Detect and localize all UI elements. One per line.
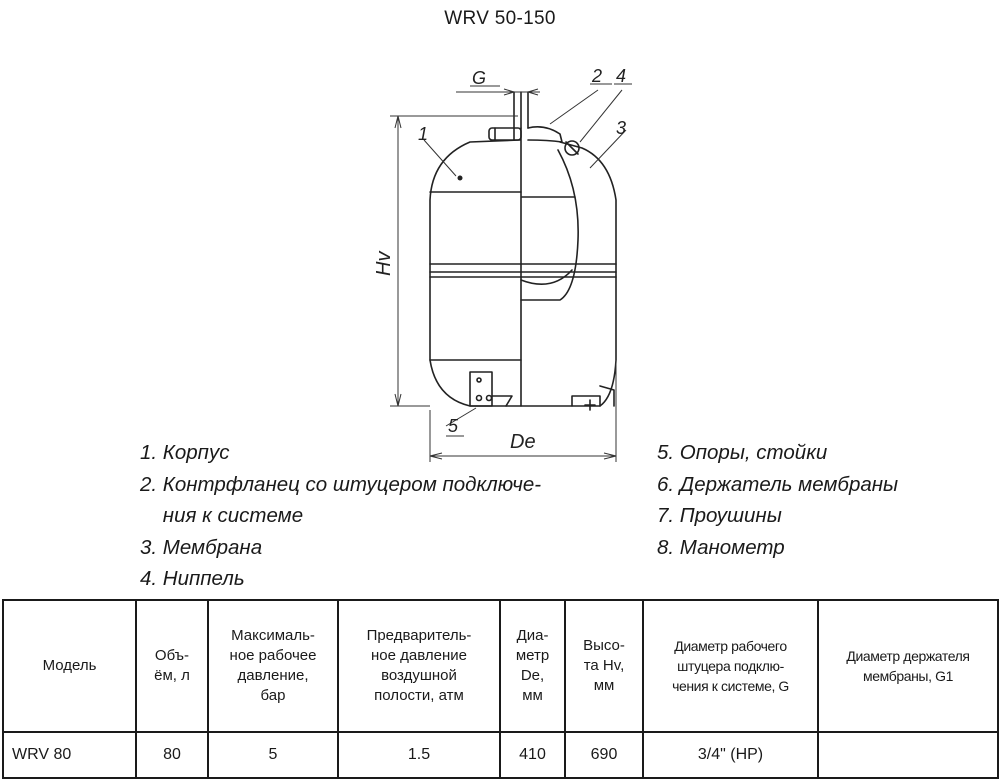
legend-item: 4. Ниппель bbox=[140, 567, 245, 590]
label-3: 3 bbox=[616, 118, 627, 138]
table-header-row bbox=[3, 600, 998, 732]
cell-membrane-holder bbox=[818, 732, 998, 778]
legend-item: 3. Мембрана bbox=[140, 535, 263, 559]
legend-item: 2. Контрфланец со штуцером подключе- bbox=[140, 472, 542, 496]
legend-left bbox=[140, 437, 620, 595]
header-diameter: Диа- метр De, мм bbox=[500, 600, 565, 732]
header-height: Высо- та Hv, мм bbox=[565, 600, 643, 732]
header-connection-diameter: Диаметр рабочего штуцера подклю- чения к системе, G bbox=[643, 600, 818, 732]
header-model: Модель bbox=[3, 600, 136, 732]
header-membrane-holder: Диаметр держателя мембраны, G1 bbox=[818, 600, 998, 732]
tank-body-outline bbox=[430, 140, 616, 406]
legend-item: ния к системе bbox=[140, 504, 304, 527]
cell-volume: 80 bbox=[136, 732, 208, 778]
page-title: WRV 50-150 bbox=[444, 8, 556, 29]
legend-right bbox=[657, 437, 997, 563]
label-4: 4 bbox=[616, 66, 627, 86]
table-row bbox=[3, 732, 998, 778]
label-2: 2 bbox=[592, 66, 603, 86]
label-g: G bbox=[472, 68, 487, 88]
top-flange bbox=[489, 128, 521, 140]
cell-max-pressure: 5 bbox=[208, 732, 338, 778]
label-de: De bbox=[510, 431, 536, 453]
header-precharge-pressure: Предваритель- ное давление воздушной полости, атм bbox=[338, 600, 500, 732]
legend-item: 7. Проушины bbox=[657, 504, 782, 527]
cell-connection-diameter: 3/4" (НР) bbox=[643, 732, 818, 778]
tank-drawing bbox=[350, 60, 650, 470]
legend-item: 8. Манометр bbox=[657, 535, 785, 559]
legend-item: 5. Опоры, стойки bbox=[657, 441, 828, 464]
label-5: 5 bbox=[448, 416, 459, 436]
header-max-pressure: Максималь- ное рабочее давление, бар bbox=[208, 600, 338, 732]
cell-precharge-pressure: 1.5 bbox=[338, 732, 500, 778]
spec-table bbox=[2, 599, 999, 779]
label-1: 1 bbox=[418, 124, 429, 144]
label-hv: Hv bbox=[373, 251, 395, 276]
header-volume: Объ- ём, л bbox=[136, 600, 208, 732]
legend-item: 6. Держатель мембраны bbox=[657, 472, 899, 496]
cell-diameter: 410 bbox=[500, 732, 565, 778]
legend-item: 1. Корпус bbox=[140, 441, 230, 464]
cell-model: WRV 80 bbox=[3, 732, 136, 778]
cell-height: 690 bbox=[565, 732, 643, 778]
